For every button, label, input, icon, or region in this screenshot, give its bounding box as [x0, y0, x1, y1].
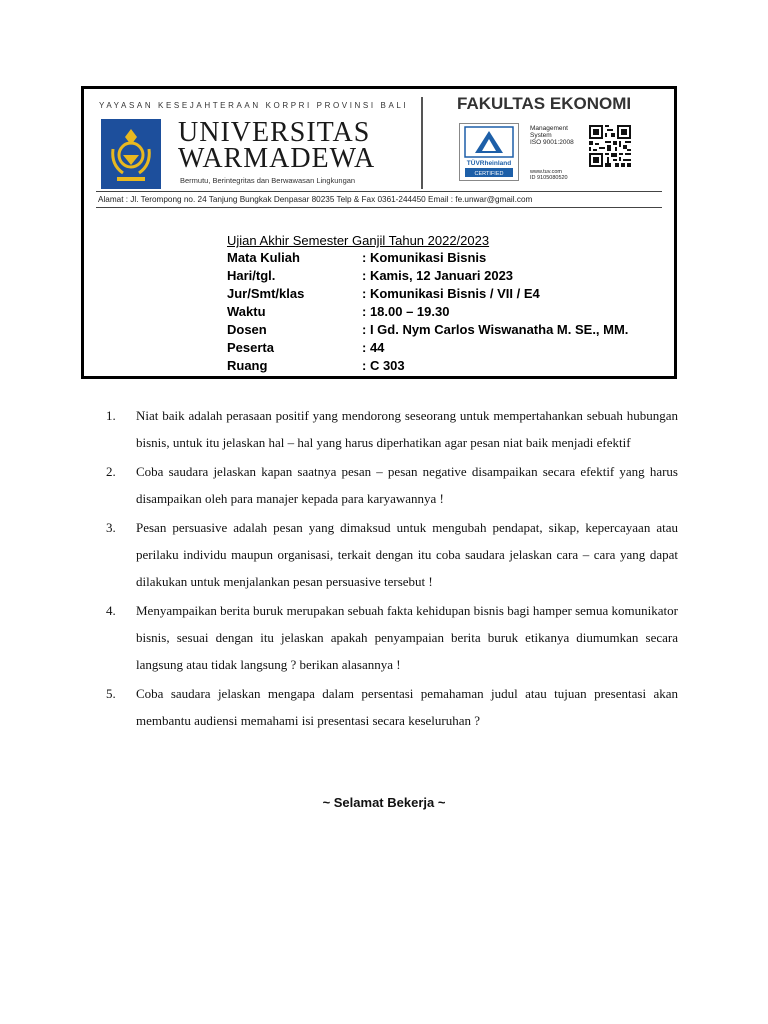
- tuv-certified-icon: [459, 123, 519, 181]
- question-item: [106, 597, 678, 678]
- mgmt-line-3: ISO 9001:2008: [530, 139, 574, 146]
- university-address: Alamat : Jl. Terompong no. 24 Tanjung Bungkak Denpasar 80235 Telp & Fax 0361-244450 Email : fe.unwar@gmail.com: [98, 195, 533, 204]
- question-number: 1.: [106, 408, 116, 423]
- exam-row: [227, 321, 628, 339]
- tuv-url: www.tuv.com: [530, 169, 562, 175]
- question-text: Coba saudara jelaskan kapan saatnya pesan – pesan negative disampaikan secara efektif yang harus disampaikan oleh para manajer kepada para karyawannya !: [136, 464, 678, 506]
- tuv-brand-text: TÜVRheinland: [466, 160, 512, 167]
- closing-note: ~ Selamat Bekerja ~: [322, 795, 446, 810]
- exam-title: Ujian Akhir Semester Ganjil Tahun 2022/2023: [227, 233, 490, 248]
- mgmt-line-2: System: [530, 132, 552, 139]
- exam-row-value: : Kamis, 12 Januari 2023: [362, 268, 514, 283]
- question-number: 3.: [106, 520, 116, 535]
- university-name-line1: UNIVERSITAS: [178, 117, 371, 148]
- exam-row: [227, 339, 628, 357]
- exam-row-value: : Komunikasi Bisnis / VII / E4: [362, 286, 540, 301]
- university-name-line2: WARMADEWA: [178, 143, 376, 174]
- exam-row-value: : 18.00 – 19.30: [362, 304, 450, 319]
- question-list: [106, 402, 678, 736]
- qr-code-icon: [589, 125, 631, 167]
- exam-row: [227, 267, 628, 285]
- question-text: Menyampaikan berita buruk merupakan sebuah fakta kehidupan bisnis bagi hamper semua komunikator bisnis, sesuai dengan itu jelaskan apakah penyampaian berita buruk etikanya diumumkan secara langsung atau tidak langsung ? berikan alasannya !: [136, 603, 678, 672]
- question-item: [106, 458, 678, 512]
- exam-row: [227, 285, 628, 303]
- tuv-info-text: [530, 169, 568, 181]
- exam-row-value: : Komunikasi Bisnis: [362, 250, 487, 265]
- exam-row-label: Mata Kuliah: [227, 250, 300, 265]
- faculty-name: FAKULTAS EKONOMI: [457, 94, 632, 113]
- exam-row-value: : I Gd. Nym Carlos Wiswanatha M. SE., MM.: [362, 322, 629, 337]
- exam-row-label: Peserta: [227, 340, 274, 355]
- foundation-name: YAYASAN KESEJAHTERAAN KORPRI PROVINSI BALI: [99, 101, 409, 110]
- exam-row-label: Hari/tgl.: [227, 268, 276, 283]
- exam-row-label: Dosen: [227, 322, 267, 337]
- question-item: [106, 514, 678, 595]
- exam-row: [227, 249, 628, 267]
- question-text: Niat baik adalah perasaan positif yang mendorong seseorang untuk mempertahankan sebuah hubungan bisnis, untuk itu jelaskan hal – hal yang harus diperhatikan agar pesan niat baik menjadi efektif: [136, 408, 678, 450]
- tuv-certified-text: CERTIFIED: [474, 171, 504, 177]
- university-tagline: Bermutu, Berintegritas dan Berwawasan Lingkungan: [180, 176, 356, 185]
- address-top-rule: [96, 191, 662, 192]
- question-item: [106, 402, 678, 456]
- exam-info: [227, 233, 628, 375]
- question-text: Coba saudara jelaskan mengapa dalam persentasi pemahaman judul atau tujuan presentasi akan membantu audiensi memahami isi presentasi secara keseluruhan ?: [136, 686, 678, 728]
- university-name: [178, 117, 376, 174]
- exam-row-value: : 44: [362, 340, 385, 355]
- exam-row-label: Jur/Smt/klas: [227, 286, 305, 301]
- mgmt-line-1: Management: [530, 125, 568, 132]
- address-bottom-rule: [96, 207, 662, 208]
- question-number: 2.: [106, 464, 116, 479]
- tuv-id: ID 9105080520: [530, 175, 568, 181]
- exam-row: [227, 303, 628, 321]
- question-number: 4.: [106, 603, 116, 618]
- question-number: 5.: [106, 686, 116, 701]
- exam-row-label: Waktu: [227, 304, 266, 319]
- question-text: Pesan persuasive adalah pesan yang dimaksud untuk mengubah pendapat, sikap, kepercayaan atau perilaku individu maupun organisasi, terkait dengan itu coba saudara jelaskan cara – cara yang dapat dilakukan untuk menjalankan pesan persuasive tersebut !: [136, 520, 678, 589]
- exam-row-label: Ruang: [227, 358, 268, 373]
- exam-row: [227, 357, 628, 375]
- management-system-text: [530, 125, 574, 146]
- exam-row-value: : C 303: [362, 358, 405, 373]
- exam-header-box: [81, 86, 677, 379]
- university-logo-icon: [101, 119, 161, 189]
- letterhead: [84, 89, 674, 213]
- header-divider: [421, 97, 423, 189]
- question-item: [106, 680, 678, 734]
